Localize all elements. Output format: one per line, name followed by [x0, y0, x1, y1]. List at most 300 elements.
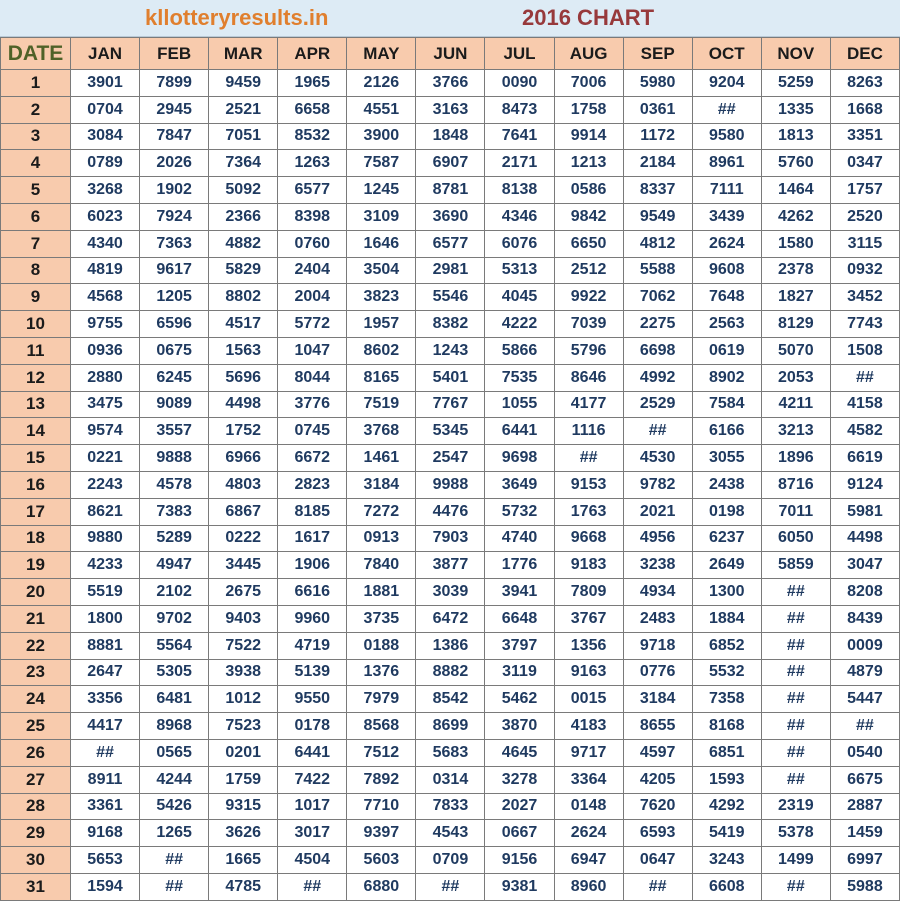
result-cell: 3797	[485, 632, 554, 659]
result-cell: 4812	[623, 230, 692, 257]
result-cell: 1580	[761, 230, 830, 257]
result-cell: 0745	[278, 418, 347, 445]
result-cell: ##	[140, 847, 209, 874]
result-cell: 1335	[761, 96, 830, 123]
date-cell: 14	[1, 418, 71, 445]
result-cell: 3184	[623, 686, 692, 713]
result-cell: 8542	[416, 686, 485, 713]
result-cell: 3475	[71, 391, 140, 418]
result-cell: 3649	[485, 471, 554, 498]
table-row	[1, 418, 900, 445]
result-cell: 2529	[623, 391, 692, 418]
result-cell: 7840	[347, 552, 416, 579]
result-cell: 7051	[209, 123, 278, 150]
result-cell: 8902	[692, 364, 761, 391]
date-cell: 12	[1, 364, 71, 391]
result-cell: 6880	[347, 873, 416, 900]
result-cell: 2880	[71, 364, 140, 391]
result-cell: 6050	[761, 525, 830, 552]
result-cell: ##	[278, 873, 347, 900]
result-cell: 6997	[830, 847, 899, 874]
table-row	[1, 311, 900, 338]
table-row	[1, 284, 900, 311]
date-cell: 16	[1, 471, 71, 498]
result-cell: 5981	[830, 498, 899, 525]
result-cell: ##	[830, 713, 899, 740]
result-cell: 7006	[554, 70, 623, 97]
result-cell: 9668	[554, 525, 623, 552]
result-cell: 4740	[485, 525, 554, 552]
result-cell: 0776	[623, 659, 692, 686]
result-cell: 1896	[761, 445, 830, 472]
date-cell: 22	[1, 632, 71, 659]
result-cell: 5866	[485, 337, 554, 364]
result-cell: 9183	[554, 552, 623, 579]
result-cell: 4719	[278, 632, 347, 659]
result-cell: 2563	[692, 311, 761, 338]
result-cell: 2004	[278, 284, 347, 311]
result-cell: 4233	[71, 552, 140, 579]
result-cell: 8881	[71, 632, 140, 659]
column-header-mar: MAR	[209, 38, 278, 70]
result-cell: 4543	[416, 820, 485, 847]
result-cell: 8646	[554, 364, 623, 391]
result-cell: 8382	[416, 311, 485, 338]
result-cell: 7383	[140, 498, 209, 525]
result-cell: 9608	[692, 257, 761, 284]
column-header-may: MAY	[347, 38, 416, 70]
date-cell: 10	[1, 311, 71, 338]
result-cell: 3278	[485, 766, 554, 793]
result-cell: 0913	[347, 525, 416, 552]
column-header-sep: SEP	[623, 38, 692, 70]
result-cell: 9549	[623, 203, 692, 230]
result-cell: 5796	[554, 337, 623, 364]
column-header-oct: OCT	[692, 38, 761, 70]
result-cell: 4346	[485, 203, 554, 230]
result-cell: 6472	[416, 605, 485, 632]
result-cell: 3439	[692, 203, 761, 230]
result-cell: 6076	[485, 230, 554, 257]
result-cell: 0188	[347, 632, 416, 659]
result-cell: 9755	[71, 311, 140, 338]
result-cell: 1906	[278, 552, 347, 579]
table-body	[1, 70, 900, 901]
result-cell: 2243	[71, 471, 140, 498]
result-cell: 4517	[209, 311, 278, 338]
result-cell: 2171	[485, 150, 554, 177]
result-cell: 3767	[554, 605, 623, 632]
result-cell: 9089	[140, 391, 209, 418]
result-cell: 2404	[278, 257, 347, 284]
column-header-jul: JUL	[485, 38, 554, 70]
results-table	[0, 37, 900, 901]
result-cell: 0565	[140, 739, 209, 766]
column-header-aug: AUG	[554, 38, 623, 70]
date-cell: 6	[1, 203, 71, 230]
result-cell: 1758	[554, 96, 623, 123]
result-cell: 6947	[554, 847, 623, 874]
result-cell: 1499	[761, 847, 830, 874]
date-cell: 24	[1, 686, 71, 713]
result-cell: 8911	[71, 766, 140, 793]
result-cell: ##	[761, 766, 830, 793]
result-cell: 2649	[692, 552, 761, 579]
result-cell: 7584	[692, 391, 761, 418]
column-header-feb: FEB	[140, 38, 209, 70]
result-cell: 9381	[485, 873, 554, 900]
result-cell: 0090	[485, 70, 554, 97]
result-cell: 2483	[623, 605, 692, 632]
column-header-date: DATE	[1, 38, 71, 70]
result-cell: 2547	[416, 445, 485, 472]
result-cell: 9988	[416, 471, 485, 498]
result-cell: 7272	[347, 498, 416, 525]
result-cell: 4177	[554, 391, 623, 418]
result-cell: 0148	[554, 793, 623, 820]
result-cell: 4578	[140, 471, 209, 498]
result-cell: 3445	[209, 552, 278, 579]
result-cell: 4947	[140, 552, 209, 579]
result-cell: 9156	[485, 847, 554, 874]
result-cell: 8129	[761, 311, 830, 338]
result-cell: 1594	[71, 873, 140, 900]
result-cell: 6481	[140, 686, 209, 713]
result-cell: 7535	[485, 364, 554, 391]
result-cell: 9403	[209, 605, 278, 632]
result-cell: 5859	[761, 552, 830, 579]
result-cell: ##	[761, 632, 830, 659]
result-cell: ##	[761, 686, 830, 713]
result-cell: 2053	[761, 364, 830, 391]
result-cell: 0314	[416, 766, 485, 793]
result-cell: 0222	[209, 525, 278, 552]
result-cell: 2887	[830, 793, 899, 820]
result-cell: 4803	[209, 471, 278, 498]
result-cell: 1356	[554, 632, 623, 659]
result-cell: 9888	[140, 445, 209, 472]
result-cell: 6596	[140, 311, 209, 338]
result-cell: 1965	[278, 70, 347, 97]
table-row	[1, 96, 900, 123]
result-cell: 1116	[554, 418, 623, 445]
result-cell: 1459	[830, 820, 899, 847]
result-cell: 0586	[554, 177, 623, 204]
date-cell: 28	[1, 793, 71, 820]
result-cell: 7924	[140, 203, 209, 230]
result-cell: 2945	[140, 96, 209, 123]
result-cell: 1461	[347, 445, 416, 472]
result-cell: 0709	[416, 847, 485, 874]
result-cell: 4597	[623, 739, 692, 766]
date-cell: 26	[1, 739, 71, 766]
site-name: kllotteryresults.in	[145, 5, 329, 30]
result-cell: 6907	[416, 150, 485, 177]
result-cell: 7809	[554, 579, 623, 606]
result-cell: 3084	[71, 123, 140, 150]
result-cell: 5696	[209, 364, 278, 391]
date-cell: 7	[1, 230, 71, 257]
result-cell: 5070	[761, 337, 830, 364]
result-cell: 1213	[554, 150, 623, 177]
result-cell: 0361	[623, 96, 692, 123]
result-cell: 6577	[416, 230, 485, 257]
result-cell: 3938	[209, 659, 278, 686]
result-cell: 1563	[209, 337, 278, 364]
result-cell: 6608	[692, 873, 761, 900]
result-cell: 5462	[485, 686, 554, 713]
date-cell: 15	[1, 445, 71, 472]
result-cell: 4530	[623, 445, 692, 472]
table-row	[1, 498, 900, 525]
table-row	[1, 847, 900, 874]
result-cell: 9315	[209, 793, 278, 820]
result-cell: 1012	[209, 686, 278, 713]
date-cell: 20	[1, 579, 71, 606]
result-cell: 8961	[692, 150, 761, 177]
date-cell: 21	[1, 605, 71, 632]
header-row	[1, 38, 900, 70]
result-cell: 4417	[71, 713, 140, 740]
result-cell: 0675	[140, 337, 209, 364]
result-cell: 7111	[692, 177, 761, 204]
result-cell: 3351	[830, 123, 899, 150]
table-row	[1, 257, 900, 284]
result-cell: 6648	[485, 605, 554, 632]
result-cell: ##	[761, 739, 830, 766]
table-row	[1, 337, 900, 364]
result-cell: 7833	[416, 793, 485, 820]
table-row	[1, 713, 900, 740]
date-cell: 9	[1, 284, 71, 311]
result-cell: ##	[416, 873, 485, 900]
result-cell: 9574	[71, 418, 140, 445]
result-cell: 1813	[761, 123, 830, 150]
result-cell: 8960	[554, 873, 623, 900]
table-row	[1, 445, 900, 472]
result-cell: 5426	[140, 793, 209, 820]
result-cell: 7358	[692, 686, 761, 713]
result-cell: 4879	[830, 659, 899, 686]
date-cell: 25	[1, 713, 71, 740]
result-cell: 8473	[485, 96, 554, 123]
result-cell: 6650	[554, 230, 623, 257]
result-cell: 3238	[623, 552, 692, 579]
result-cell: 2512	[554, 257, 623, 284]
result-cell: 4476	[416, 498, 485, 525]
result-cell: 6593	[623, 820, 692, 847]
table-row	[1, 739, 900, 766]
result-cell: 4244	[140, 766, 209, 793]
result-cell: 2366	[209, 203, 278, 230]
result-cell: 5259	[761, 70, 830, 97]
result-cell: 8968	[140, 713, 209, 740]
result-cell: 7899	[140, 70, 209, 97]
result-cell: 6616	[278, 579, 347, 606]
result-cell: 7011	[761, 498, 830, 525]
result-cell: 3626	[209, 820, 278, 847]
result-cell: 3109	[347, 203, 416, 230]
result-cell: ##	[140, 873, 209, 900]
result-cell: 3735	[347, 605, 416, 632]
result-cell: 7892	[347, 766, 416, 793]
result-cell: 3504	[347, 257, 416, 284]
result-cell: 4222	[485, 311, 554, 338]
result-cell: 6675	[830, 766, 899, 793]
result-cell: 7522	[209, 632, 278, 659]
table-row	[1, 177, 900, 204]
result-cell: 7039	[554, 311, 623, 338]
result-cell: 6023	[71, 203, 140, 230]
result-cell: 5732	[485, 498, 554, 525]
table-row	[1, 123, 900, 150]
result-cell: 4582	[830, 418, 899, 445]
date-cell: 11	[1, 337, 71, 364]
table-row	[1, 659, 900, 686]
result-cell: 2675	[209, 579, 278, 606]
result-cell: 6966	[209, 445, 278, 472]
result-cell: 3452	[830, 284, 899, 311]
result-cell: 7512	[347, 739, 416, 766]
result-cell: 2981	[416, 257, 485, 284]
result-cell: 1205	[140, 284, 209, 311]
result-cell: 1172	[623, 123, 692, 150]
column-header-jun: JUN	[416, 38, 485, 70]
date-cell: 4	[1, 150, 71, 177]
result-cell: 3877	[416, 552, 485, 579]
result-cell: 0015	[554, 686, 623, 713]
table-row	[1, 525, 900, 552]
result-cell: 4498	[830, 525, 899, 552]
result-cell: 1508	[830, 337, 899, 364]
result-cell: 2102	[140, 579, 209, 606]
date-cell: 17	[1, 498, 71, 525]
result-cell: 1800	[71, 605, 140, 632]
result-cell: 6658	[278, 96, 347, 123]
result-cell: 7363	[140, 230, 209, 257]
result-cell: 2624	[554, 820, 623, 847]
result-cell: 3776	[278, 391, 347, 418]
result-cell: 9922	[554, 284, 623, 311]
result-cell: 3766	[416, 70, 485, 97]
result-cell: 5760	[761, 150, 830, 177]
result-cell: 6867	[209, 498, 278, 525]
result-cell: 8621	[71, 498, 140, 525]
result-cell: 8185	[278, 498, 347, 525]
result-cell: 9698	[485, 445, 554, 472]
result-cell: 0789	[71, 150, 140, 177]
result-cell: 2647	[71, 659, 140, 686]
result-cell: 2319	[761, 793, 830, 820]
result-cell: 5980	[623, 70, 692, 97]
result-cell: 5772	[278, 311, 347, 338]
table-row	[1, 820, 900, 847]
result-cell: 5829	[209, 257, 278, 284]
result-cell: 1376	[347, 659, 416, 686]
result-cell: 4183	[554, 713, 623, 740]
result-cell: 8165	[347, 364, 416, 391]
result-cell: 3184	[347, 471, 416, 498]
result-cell: 5519	[71, 579, 140, 606]
result-cell: 8138	[485, 177, 554, 204]
result-cell: 0647	[623, 847, 692, 874]
result-cell: 8602	[347, 337, 416, 364]
result-cell: 5139	[278, 659, 347, 686]
result-cell: 0667	[485, 820, 554, 847]
result-cell: 3163	[416, 96, 485, 123]
date-cell: 8	[1, 257, 71, 284]
date-cell: 31	[1, 873, 71, 900]
result-cell: 1245	[347, 177, 416, 204]
table-row	[1, 632, 900, 659]
result-cell: 7519	[347, 391, 416, 418]
result-cell: 3017	[278, 820, 347, 847]
result-cell: 1464	[761, 177, 830, 204]
result-cell: 5401	[416, 364, 485, 391]
table-row	[1, 70, 900, 97]
table-row	[1, 230, 900, 257]
result-cell: 3364	[554, 766, 623, 793]
result-cell: 3900	[347, 123, 416, 150]
result-cell: 3055	[692, 445, 761, 472]
result-cell: 8263	[830, 70, 899, 97]
result-cell: ##	[761, 873, 830, 900]
result-cell: ##	[692, 96, 761, 123]
result-cell: 4504	[278, 847, 347, 874]
result-cell: 4262	[761, 203, 830, 230]
result-cell: 1757	[830, 177, 899, 204]
result-cell: 1646	[347, 230, 416, 257]
result-cell: 9880	[71, 525, 140, 552]
result-cell: 4819	[71, 257, 140, 284]
result-cell: 1017	[278, 793, 347, 820]
result-cell: 4934	[623, 579, 692, 606]
result-cell: 0932	[830, 257, 899, 284]
result-cell: 2520	[830, 203, 899, 230]
result-cell: 5447	[830, 686, 899, 713]
result-cell: 9580	[692, 123, 761, 150]
column-header-apr: APR	[278, 38, 347, 70]
result-cell: 9459	[209, 70, 278, 97]
result-cell: 8655	[623, 713, 692, 740]
result-cell: 1265	[140, 820, 209, 847]
result-cell: 3768	[347, 418, 416, 445]
result-cell: 9782	[623, 471, 692, 498]
table-row	[1, 579, 900, 606]
column-header-jan: JAN	[71, 38, 140, 70]
result-cell: 3823	[347, 284, 416, 311]
result-cell: 5305	[140, 659, 209, 686]
result-cell: 0540	[830, 739, 899, 766]
result-cell: 3870	[485, 713, 554, 740]
result-cell: 9124	[830, 471, 899, 498]
result-cell: 8716	[761, 471, 830, 498]
result-cell: 5289	[140, 525, 209, 552]
result-cell: 6577	[278, 177, 347, 204]
result-cell: 4645	[485, 739, 554, 766]
result-cell: 1759	[209, 766, 278, 793]
table-row	[1, 364, 900, 391]
result-cell: ##	[623, 873, 692, 900]
result-cell: 4992	[623, 364, 692, 391]
result-cell: 3119	[485, 659, 554, 686]
result-cell: 6166	[692, 418, 761, 445]
result-cell: 3901	[71, 70, 140, 97]
result-cell: 4568	[71, 284, 140, 311]
result-cell: 1848	[416, 123, 485, 150]
result-cell: 2126	[347, 70, 416, 97]
result-cell: 0936	[71, 337, 140, 364]
